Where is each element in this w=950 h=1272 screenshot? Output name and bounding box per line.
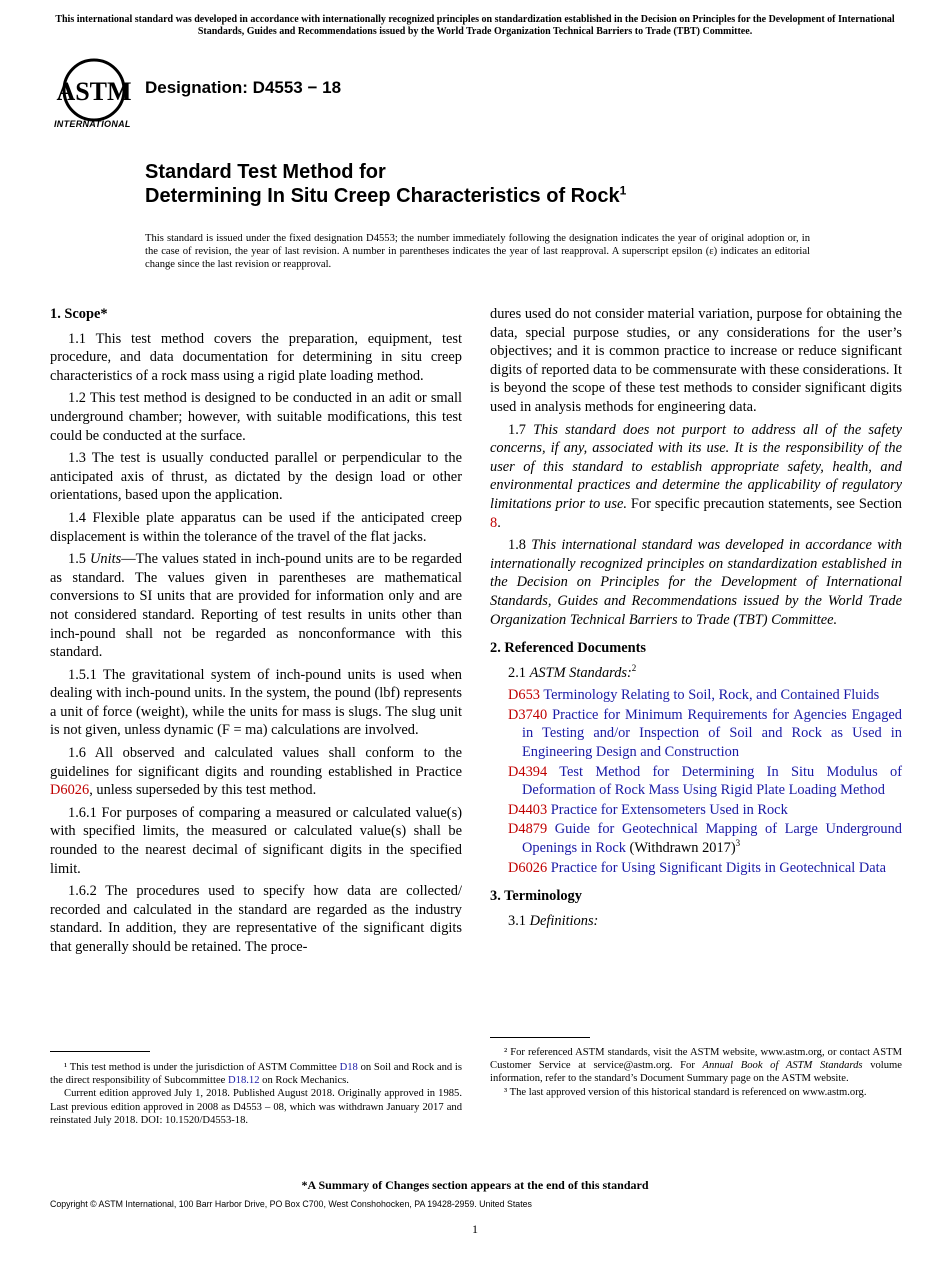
link-section-8[interactable]: 8 [490,514,498,531]
para-1-7-period: . [497,514,501,531]
para-1-6-2-cont: dures used do not consider material variation, purpose for obtaining the data, special purpose studies, or any considerations for the user’s objectives; and it is common practice to increase or reduce significant digits of reported data to be commensurate with these considerations. It is beyond the scope of these test methods to consider significant digits used in analysis methods for engineering data. [490,306,902,415]
footnotes-left [50,1061,462,1127]
para-1-8-num: 1.8 [508,537,532,554]
para-1-2: 1.2 This test method is designed to be conducted in an adit or small underground chamber; however, with suitable modifications, this test could be conducted at the surface. [50,390,462,444]
para-1-8 [490,536,902,629]
right-column [490,305,902,934]
reference-title[interactable]: Guide for Geotechnical Mapping of Large Underground Openings in Rock [522,821,902,857]
link-d18[interactable]: D18 [339,1062,358,1073]
reference-item[interactable] [508,706,902,762]
para-3-1-italic: Definitions: [529,912,599,929]
reference-code[interactable]: D4394 [508,763,548,780]
para-1-7 [490,421,902,533]
copyright: Copyright © ASTM International, 100 Barr Harbor Drive, PO Box C700, West Conshohocken, PA 19428-2959. United States [50,1199,532,1209]
reference-item[interactable] [508,763,902,800]
issued-note: This standard is issued under the fixed designation D4553; the number immediately following the designation indicates the year of original adoption or, in the case of revision, the year of last revision. A number in parentheses indicates the year of last reapproval. A superscript epsilon (ε) indicates an editorial change since the last revision or reapproval. [145,233,810,270]
reference-code[interactable]: D4879 [508,821,548,838]
footnote-1-edition: Current edition approved July 1, 2018. Published August 2018. Originally approved in 1985. Last previous edition approved in 2008 as D4553 – 08, which was withdrawn January 2017 and reinstated July 2018. DOI: 10.1520/D4553-18. [50,1088,462,1126]
para-2-1 [490,664,902,683]
designation: Designation: D4553 − 18 [145,78,342,97]
footnote-1 [50,1061,462,1087]
reference-item[interactable] [508,686,902,705]
link-d6026[interactable]: D6026 [50,782,90,799]
para-1-5 [50,550,462,662]
reference-title[interactable]: Terminology Relating to Soil, Rock, and Contained Fluids [539,687,880,704]
footnotes-right [490,1046,902,1099]
reference-title[interactable]: Practice for Minimum Requirements for Agencies Engaged in Testing and/or Inspection of Soil and Rock as Used in Engineering Design and Construction [522,706,902,761]
astm-logo-word: INTERNATIONAL [54,119,131,129]
astm-logo-letters: ASTM [56,77,132,106]
footnote-2-italic: Annual Book of ASTM Standards [702,1060,863,1072]
title-footnote-mark: 1 [619,183,627,198]
left-column [50,305,462,961]
astm-logo-icon [52,56,136,124]
reference-code[interactable]: D6026 [508,859,548,876]
footnote-2-text-a: ² For referenced ASTM standards, visit the ASTM website, www.astm.org, or contact ASTM Customer Service at service@astm.org. For [490,1047,902,1072]
footnote-1-text-b: on Soil and Rock and is the direct responsibility of Subcommittee [50,1062,462,1087]
reference-code[interactable]: D3740 [508,706,548,723]
para-2-1-num: 2.1 [508,664,530,681]
para-1-6-text-b: , unless superseded by this test method. [89,782,317,799]
footnote-2-text-b: volume information, refer to the standard’s Document Summary page on the ASTM website. [490,1060,902,1085]
scope-heading: 1. Scope* [50,306,108,322]
para-1-6-text-a: 1.6 All observed and calculated values shall conform to the guidelines for significant digits and rounding established in Practice [50,745,462,780]
footnote-rule-left [50,1051,150,1052]
top-notice: This international standard was developed in accordance with internationally recognized principles on standardization established in the Decision on Principles for the Development of International Standards, Guides and Recommendations issued by the World Trade Organization Technical Barriers to Trade (TBT) Committee. [55,14,895,37]
para-3-1 [490,912,902,931]
footnote-2 [490,1046,902,1086]
para-2-1-italic: ASTM Standards: [529,664,632,681]
para-1-3: 1.3 The test is usually conducted parallel or perpendicular to the anticipated axis of thrust, as dictated by the design load or other orientations, based upon the application. [50,450,462,504]
reference-item[interactable] [508,859,902,878]
title-line-2-text: Determining In Situ Creep Characteristics of Rock [145,185,620,207]
para-1-1: 1.1 This test method covers the preparation, equipment, test procedure, and data documentation for determining in situ creep characteristics of a rock mass using a rigid plate loading method. [50,330,462,384]
para-1-7-tail: For specific precaution statements, see Section [626,495,902,512]
para-1-4: 1.4 Flexible plate apparatus can be used if the anticipated creep displacement is within the tolerance of the travel of the flat jacks. [50,509,462,545]
title-line-1: Standard Test Method for [145,161,386,183]
para-1-5-num: 1.5 [68,551,91,568]
para-1-5-1: 1.5.1 The gravitational system of inch-pound units is used when dealing with inch-pound units. In the system, the pound (lbf) represents a unit of force (weight), while the units for mass is slugs. The slug unit is not given, unless dynamic (F = ma) calculations are involved. [50,666,462,739]
para-1-6 [50,744,462,800]
footnote-3: ³ The last approved version of this historical standard is referenced on www.astm.org. [504,1086,867,1098]
reference-title[interactable]: Test Method for Determining In Situ Modulus of Deformation of Rock Mass Using Rigid Plate Loading Method [522,763,902,799]
summary-of-changes-note: *A Summary of Changes section appears at the end of this standard [301,1178,649,1192]
referenced-heading: 2. Referenced Documents [490,640,646,657]
para-1-6-2: 1.6.2 The procedures used to specify how data are collected/ recorded and calculated in the standard are regarded as the industry standard. In addition, they are representative of the significant digits that generally should be retained. The proce- [50,883,462,955]
title-line-2 [145,184,626,208]
reference-title[interactable]: Practice for Using Significant Digits in Geotechnical Data [547,859,887,876]
link-d18-12[interactable]: D18.12 [228,1075,260,1087]
reference-title[interactable]: Practice for Extensometers Used in Rock [547,801,788,818]
para-1-7-num: 1.7 [508,421,534,438]
para-1-7-italic: This standard does not purport to address all of the safety concerns, if any, associated with its use. It is the responsibility of the user of this standard to establish appropriate safety, health, and environmental practices and determine the applicability of regulatory limitations prior to use. [490,421,902,512]
reference-code[interactable]: D653 [508,687,540,704]
document-title [145,160,626,208]
para-1-5-units: Units [90,551,122,568]
terminology-heading: 3. Terminology [490,888,582,905]
para-1-5-text: —The values stated in inch-pound units are to be regarded as standard. The values given in parentheses are mathematical conversions to SI units that are provided for information only and are not considered standard. Reporting of test results in units other than inch-pound shall not be regarded as nonconformance with this standard. [50,551,463,661]
footnote-mark-2: 2 [631,662,637,673]
reference-item[interactable] [508,801,902,820]
footnote-1-text-a: ¹ This test method is under the jurisdiction of ASTM Committee [64,1062,340,1073]
reference-code[interactable]: D4403 [508,801,548,818]
footnote-mark-3: 3 [735,838,741,849]
footnote-rule-right [490,1037,590,1038]
reference-withdrawn-note: (Withdrawn 2017) [625,840,736,857]
para-1-8-italic: This international standard was developed in accordance with internationally recognized principles on standardization established in the Decision on Principles for the Development of International Standards, Guides and Recommendations issued by the World Trade Organization Technical Barriers to Trade (TBT) Committee. [490,537,902,628]
para-3-1-num: 3.1 [508,912,530,929]
reference-item[interactable] [508,820,902,857]
footnote-1-text-c: on Rock Mechanics. [259,1075,349,1087]
para-1-6-1: 1.6.1 For purposes of comparing a measured or calculated value(s) with specified limits, the measured or calculated value(s) shall be rounded to the nearest decimal of significant digits in the specified limit. [50,804,462,877]
page-number: 1 [472,1222,478,1236]
